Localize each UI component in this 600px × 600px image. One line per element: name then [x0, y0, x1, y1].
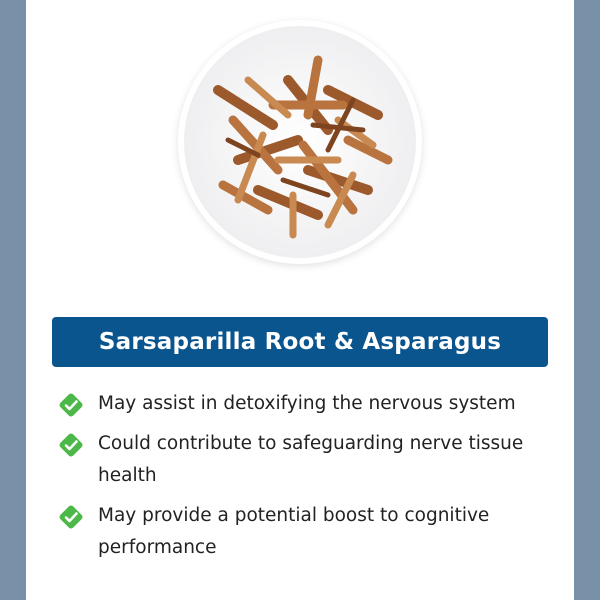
benefit-text: Could contribute to safeguarding nerve tissue health	[98, 433, 524, 486]
benefit-list	[56, 388, 536, 572]
ingredient-title-bar	[52, 317, 548, 367]
benefit-item	[56, 388, 536, 420]
sarsaparilla-root-image	[178, 20, 422, 264]
check-diamond-icon	[56, 502, 86, 532]
benefit-item	[56, 500, 536, 564]
ingredient-card	[26, 0, 574, 600]
check-diamond-icon	[56, 390, 86, 420]
benefit-text: May assist in detoxifying the nervous system	[98, 393, 516, 414]
benefit-text: May provide a potential boost to cognitive performance	[98, 505, 490, 558]
sarsaparilla-root-photo-icon	[178, 20, 422, 264]
benefit-item	[56, 428, 536, 492]
ingredient-title: Sarsaparilla Root & Asparagus	[98, 329, 502, 355]
check-diamond-icon	[56, 430, 86, 460]
